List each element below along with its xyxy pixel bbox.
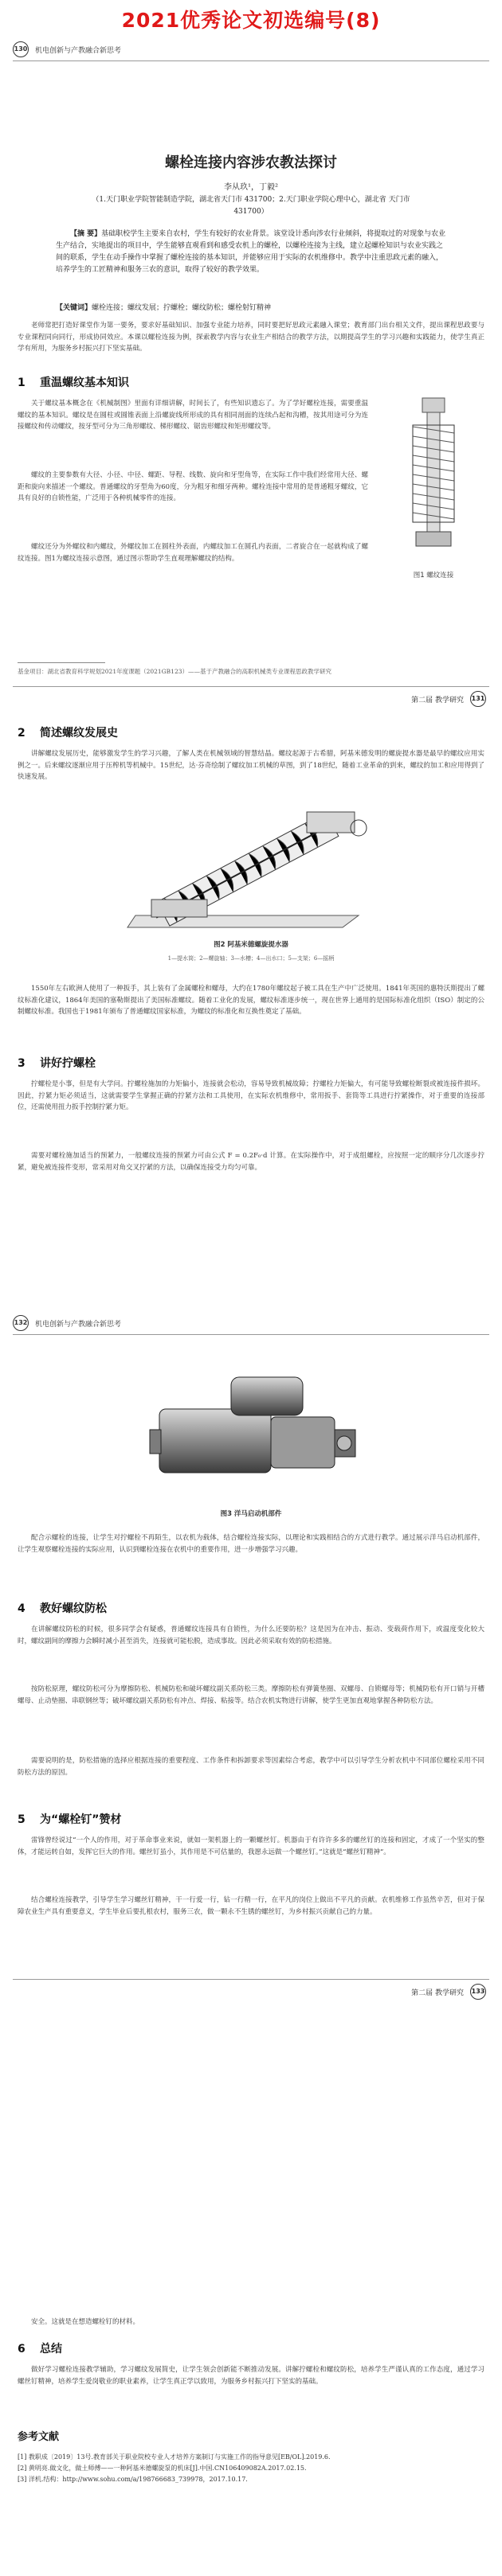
page-header bbox=[13, 1315, 121, 1331]
section3-paragraph-1: 拧螺栓是小事，但是有大学问。拧螺栓施加的力矩偏小，连接就会松动，容易导致机械故障；拧螺栓力矩偏大，有可能导致螺栓断裂或被连接件损坏。因此，拧紧力矩必须适当，这就需要学生掌握正确的拧紧方法和工具使用，在实际农机维修中，常用扳手、套筒等工具进行拧紧操作，对于重要的连接部位，还需使用扭力扳手控制拧紧力矩。 bbox=[18, 1080, 484, 1111]
header-divider bbox=[13, 1334, 489, 1335]
section5-paragraph-2: 结合螺栓连接教学，引导学生学习螺丝钉精神，干一行爱一行，钻一行精一行，在平凡的岗位上做出不平凡的贡献。农机维修工作虽然辛苦，但对于保障农业生产具有重要意义，学生毕业后要扎根农村，服务三农，做一颗永不生锈的螺丝钉，为乡村振兴贡献自己的力量。 bbox=[18, 1896, 484, 1916]
journal-section: 机电创新与产教融合新思考 bbox=[35, 46, 122, 55]
section-heading-1: 1 重温螺纹基本知识 bbox=[18, 377, 129, 389]
footer-text: 第二届 教学研究 bbox=[411, 696, 464, 704]
section2-paragraph-2: 1550年左右欧洲人使用了一种扳手，其上装有了金属螺栓和螺母，大约在1780年螺纹起子被工具在生产中广泛使用。1841年英国的惠特沃斯提出了螺纹标准化建议，1864年美国的塞勒斯提出了美国标准螺纹。随着工业化的发展，螺纹标准逐步统一，现在世界上通用的是国际标准化组织（ISO）制定的公制螺纹标准。我国也于1981年颁布了普通螺纹国家标准，为螺纹的标准化和互换性奠定了基础。 bbox=[18, 985, 484, 1016]
section-heading-5: 5 为“螺栓钉”赞材 bbox=[18, 1813, 122, 1826]
section1-paragraph-2: 螺纹的主要参数有大径、小径、中径、螺距、导程、线数、旋向和牙型角等，在实际工作中我们经常用大径、螺距和旋向来描述一个螺纹。普通螺纹的牙型角为60度，分为粗牙和细牙两种。螺栓连接中常用的是普通粗牙螺纹，它具有良好的自锁性能，广泛用于各种机械零件的连接。 bbox=[18, 471, 368, 502]
section4-paragraph-1: 在讲解螺纹防松的时候，很多同学会有疑惑，普通螺纹连接具有自锁性，为什么还要防松？这是因为在冲击、振动、变载荷作用下，或温度变化较大时，螺纹副间的摩擦力会瞬时减小甚至消失，连接就可能松脱，造成事故。因此必须采取有效的防松措施。 bbox=[18, 1626, 484, 1645]
footer-divider bbox=[13, 1979, 489, 1980]
page-number: 130 bbox=[13, 41, 29, 57]
page-footer bbox=[411, 691, 486, 707]
authors: 李从玖¹，丁毅² bbox=[223, 183, 279, 192]
page-number: 132 bbox=[13, 1315, 29, 1331]
abstract-text: 基础职校学生主要来自农村，学生有较好的农业背景。该堂设计悉向涉农行业倾斜，将提取过的对现象与农业生产结合，实地提出的项目中，学生能够直观看到和感受农机上的螺栓，以螺栓连接为主线，建立起螺栓知识与农业实践之间的联系，学生在动手操作中掌握了螺栓连接的基本知识，并能够应用于实际的农机维修中。教学中注重思政元素的融入，培养学生的工匠精神和服务三农的意识，取得了较好的教学效果。 bbox=[56, 230, 446, 274]
journal-section: 机电创新与产教融合新思考 bbox=[35, 1320, 122, 1329]
section4-paragraph-3: 需要说明的是，防松措施的选择应根据连接的重要程度、工作条件和拆卸要求等因素综合考虑，教学中可以引导学生分析农机中不同部位螺栓采用不同防松方法的原因。 bbox=[18, 1757, 484, 1777]
intro-paragraph: 老师常把打造好课堂作为第一要务，要求好基础知识、加强专业能力培养，同时要把好思政元素融入课堂；教育部门出台相关文件，提出课程思政要与专业课程同向同行，形成协同效应。本课以螺栓连接为例，探索教学内容与农业生产相结合的教学方法，以期提高学生的学习兴趣和实践能力，使学生真正学有所用，为服务乡村振兴打下坚实基础。 bbox=[18, 322, 484, 353]
section3-paragraph-2: 需要对螺栓施加适当的预紧力，一般螺纹连接的预紧力可由公式 F = 0.2F₀·d 计算。在实际操作中，对于成组螺栓，应按照一定的顺序分几次逐步拧紧，避免被连接件变形，常采用对角交叉拧紧的方法，以确保连接受力均匀可靠。 bbox=[18, 1152, 484, 1172]
section-heading-6: 6 总结 bbox=[18, 2343, 62, 2355]
reference-item: [1] 教职成〔2019〕13号.教育部关于职业院校专业人才培养方案制订与实施工作的指导意见[EB/OL].2019.6. bbox=[18, 2453, 331, 2461]
page-footer bbox=[411, 1984, 486, 2000]
figure-1-image bbox=[384, 395, 483, 567]
section6-paragraph-1: 做好学习螺栓连接教学辅助，学习螺纹发展简史，让学生领会创新能不断推动发展。讲解拧螺栓和螺纹防松，培养学生严谨认真的工作态度，通过学习螺丝钉精神，培养学生爱岗敬业的职业素养，让学生真正学以致用，为服务乡村振兴打下坚实的基础。 bbox=[18, 2366, 484, 2386]
keywords bbox=[56, 302, 446, 314]
references-heading: 参考文献 bbox=[18, 2431, 60, 2443]
page-gap bbox=[0, 1283, 502, 1302]
section5-paragraph-1: 雷锋曾经说过“一个人的作用，对于革命事业来说，就如一架机器上的一颗螺丝钉。机器由于有许许多多的螺丝钉的连接和固定，才成了一个坚实的整体，才能运转自如，发挥它巨大的作用。螺丝钉虽小，其作用是不可估量的，我愿永远做一个螺丝钉。”这就是“螺丝钉精神”。 bbox=[18, 1836, 484, 1856]
section3-paragraph-3: 配合示螺栓的连接，让学生对拧螺栓不再陌生，以农机为载体，结合螺栓连接实际，以理论和实践相结合的方式进行教学。通过展示洋马启动机部件，让学生观察螺栓连接的实际应用，认识到螺栓连接在农机中的重要作用，进一步增强学习兴趣。 bbox=[18, 1534, 484, 1554]
figure-2-caption: 图2 阿基米德螺旋提水器 bbox=[214, 941, 288, 949]
reference-item: [3] 洋机.结构：http://www.sohu.com/a/198766683_739978，2017.10.17. bbox=[18, 2476, 248, 2483]
page-number: 131 bbox=[470, 691, 486, 707]
footer-divider bbox=[13, 686, 489, 687]
figure-2-image bbox=[120, 796, 382, 935]
keywords-label: 【关键词】 bbox=[56, 304, 92, 312]
references-list bbox=[18, 2452, 484, 2485]
section-heading-3: 3 讲好拧螺栓 bbox=[18, 1057, 96, 1070]
reference-item: [2] 黄明亮.做文化，做土师傅——一种阿基米德螺旋泵的机床[J].中国.CN106409082A.2017.02.15. bbox=[18, 2465, 307, 2472]
footnote-divider bbox=[18, 662, 105, 663]
banner-title: 2021优秀论文初选编号(8) bbox=[121, 9, 381, 32]
section1-paragraph-3: 螺纹还分为外螺纹和内螺纹，外螺纹加工在圆柱外表面，内螺纹加工在圆孔内表面，二者旋合在一起就构成了螺纹连接。图1为螺纹连接示意图，通过图示帮助学生直观理解螺纹的结构。 bbox=[18, 543, 368, 563]
section4-paragraph-2: 按防松原理，螺纹防松可分为摩擦防松、机械防松和破坏螺纹副关系防松三类。摩擦防松有弹簧垫圈、双螺母、自锁螺母等；机械防松有开口销与开槽螺母、止动垫圈、串联钢丝等；破坏螺纹副关系防松有冲点、焊接、粘接等。结合农机实物进行讲解，使学生更加直观地掌握各种防松方法。 bbox=[18, 1685, 484, 1705]
figure-1-caption: 图1 螺纹连接 bbox=[413, 572, 454, 580]
section2-paragraph-1: 讲解螺纹发展历史，能够激发学生的学习兴趣，了解人类在机械领域的智慧结晶。螺纹起源于古希腊，阿基米德发明的螺旋提水器是最早的螺纹应用实例之一。后来螺纹逐渐应用于压榨机等机械中。15世纪，达·芬奇绘制了螺纹加工机械的草图，到了18世纪，随着工业革命的到来，螺纹的加工和应用得到了快速发展。 bbox=[18, 750, 484, 781]
continued-text: 安全。这就是在想造螺栓钉的材料。 bbox=[31, 2318, 140, 2326]
figure-3-caption: 图3 洋马启动机部件 bbox=[220, 1510, 282, 1518]
figure-3-image bbox=[135, 1353, 367, 1501]
footer-text: 第二届 教学研究 bbox=[411, 1989, 464, 1997]
affiliation: （1.天门职业学院智能制造学院，湖北省天门市 431700；2.天门职业学院心理中心，湖北省 天门市 431700） bbox=[92, 196, 410, 216]
figure-2-legend: 1—提水筒；2—螺旋轴；3—水槽；4—出水口；5—支架；6—摇柄 bbox=[167, 955, 335, 962]
abstract bbox=[56, 228, 446, 276]
abstract-label: 【摘 要】 bbox=[70, 230, 102, 238]
section-heading-2: 2 简述螺纹发展史 bbox=[18, 727, 118, 740]
page-number: 133 bbox=[470, 1984, 486, 2000]
header-divider bbox=[13, 60, 489, 61]
keywords-text: 螺栓连接；螺纹发展；拧螺栓；螺纹防松；螺栓射钉精神 bbox=[92, 304, 272, 312]
paper-title: 螺栓连接内容涉农教法探讨 bbox=[165, 154, 337, 171]
page-header bbox=[13, 41, 121, 57]
footnote: 基金项目：湖北省教育科学规划2021年度课题（2021GB123）——基于产教融合的高职机械类专业课程思政教学研究 bbox=[18, 668, 331, 675]
section1-paragraph-1: 关于螺纹基本概念在《机械制图》里面有详细讲解，时间长了，有些知识遗忘了。为了学好螺栓连接，需要重温螺纹的基本知识。螺纹是在圆柱或圆锥表面上沿螺旋线所形成的具有相同剖面的连续凸起和沟槽，按其用途可分为连接螺纹和传动螺纹，按牙型可分为三角形螺纹、梯形螺纹、锯齿形螺纹和矩形螺纹等。 bbox=[18, 400, 368, 431]
section-heading-4: 4 教好螺纹防松 bbox=[18, 1602, 107, 1615]
